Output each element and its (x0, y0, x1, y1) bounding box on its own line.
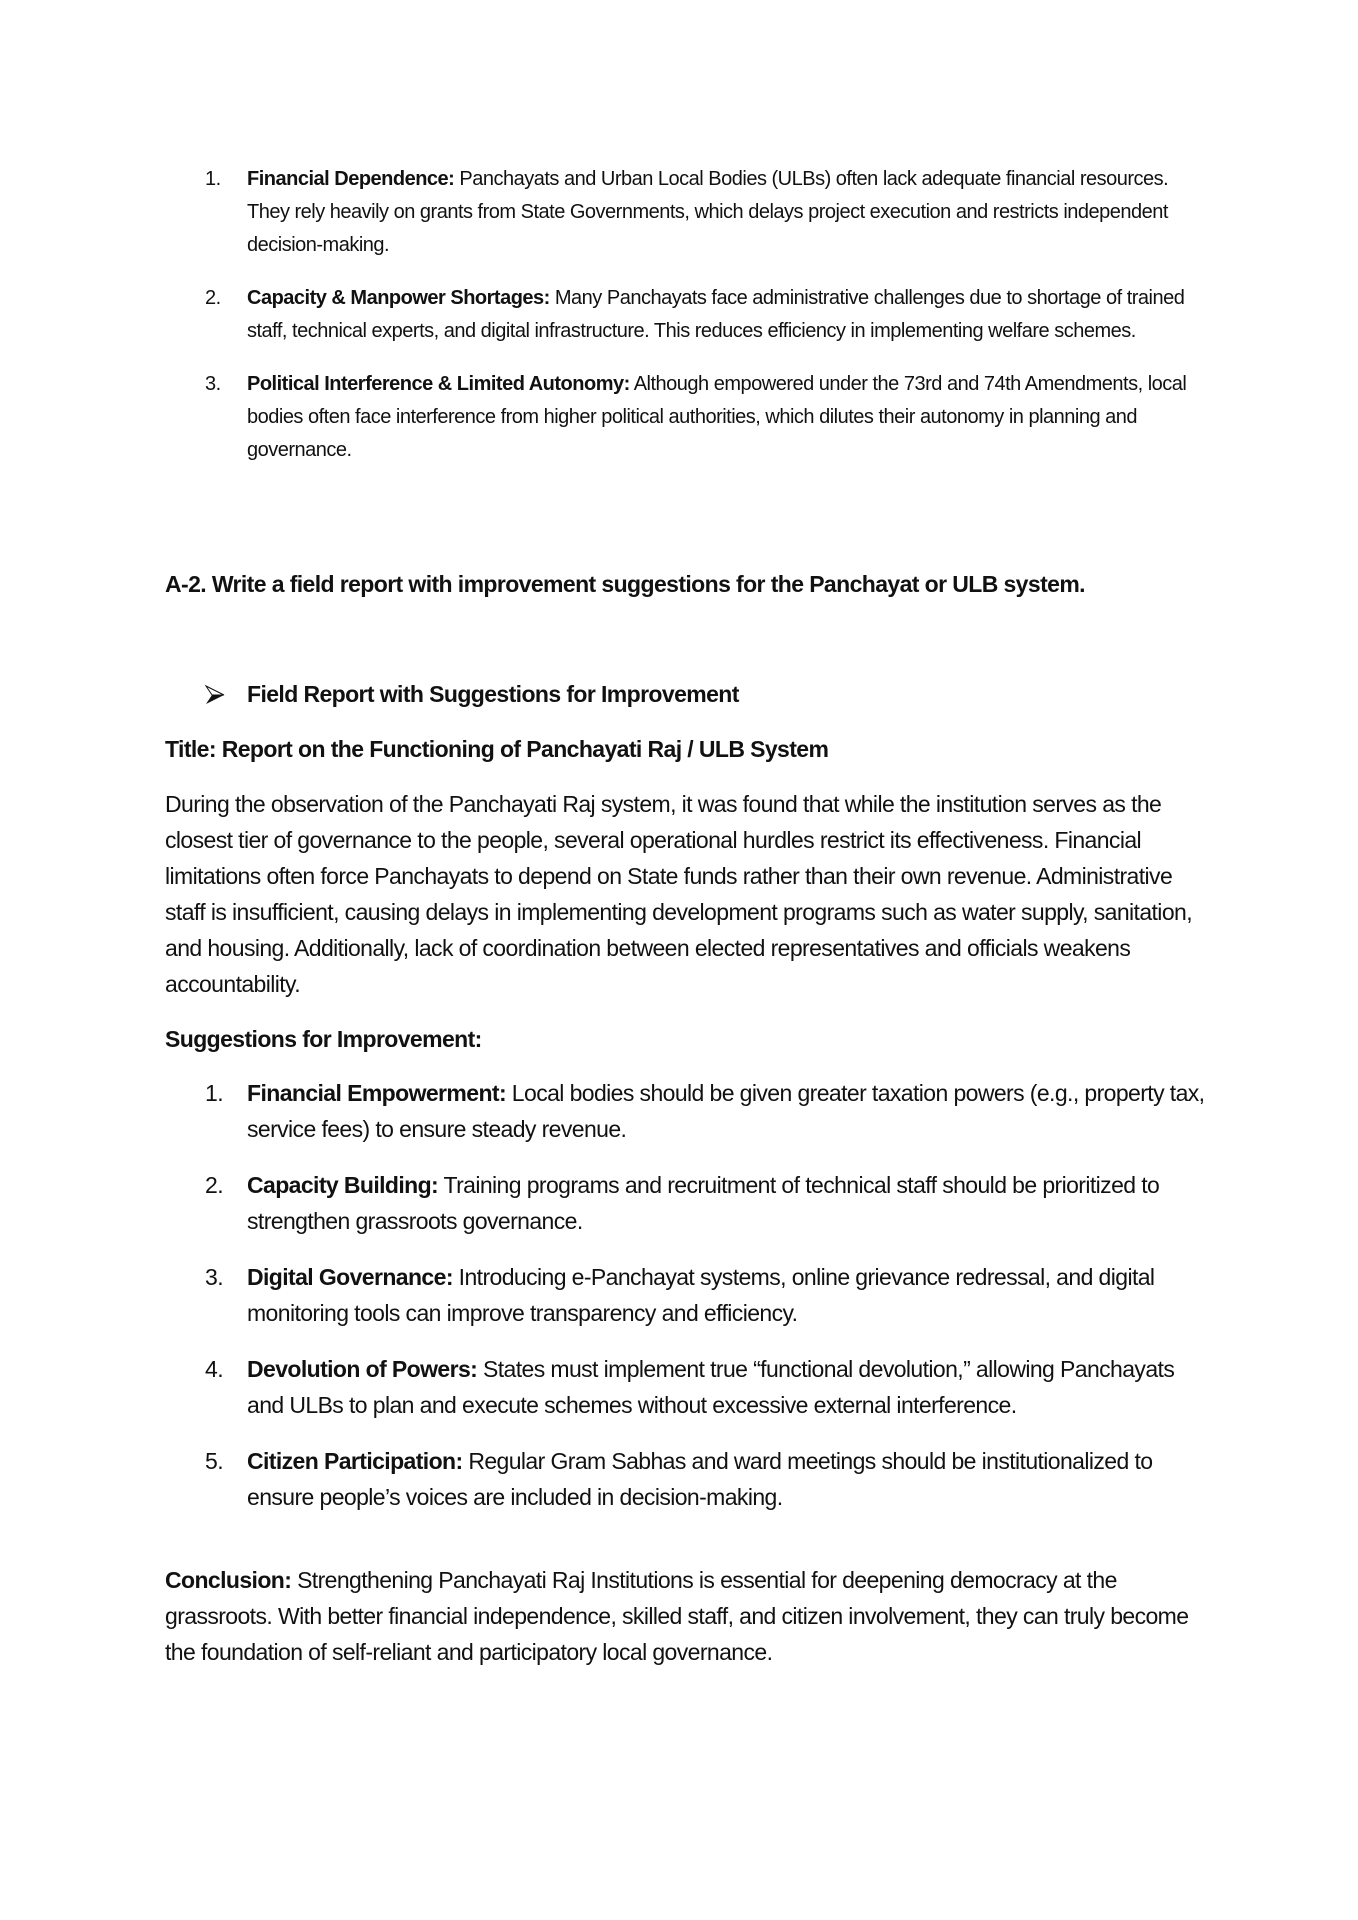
item-text: Training programs and recruitment of technical staff should be prioritized to strengthen grassroots governance. (247, 1172, 1160, 1234)
challenges-list (165, 163, 1205, 487)
item-label: Capacity Building: (247, 1172, 439, 1198)
item-label: Digital Governance: (247, 1264, 453, 1290)
list-item (165, 163, 1205, 262)
conclusion-paragraph (165, 1562, 1205, 1670)
item-text: Many Panchayats face administrative challenges due to shortage of trained staff, technical experts, and digital infrastructure. This reduces efficiency in implementing welfare schemes. (247, 287, 1185, 342)
item-label: Political Interference & Limited Autonomy: (247, 373, 630, 395)
item-label: Capacity & Manpower Shortages: (247, 287, 550, 309)
item-text: Panchayats and Urban Local Bodies (ULBs) often lack adequate financial resources. They rely heavily on grants from State Governments, which delays project execution and restricts independent decision-making. (247, 168, 1169, 256)
suggestions-heading: Suggestions for Improvement: (165, 1026, 482, 1052)
list-item (165, 1259, 1205, 1331)
list-number: 4. (205, 1356, 223, 1382)
item-label: Financial Empowerment: (247, 1080, 507, 1106)
arrowhead-bullet-icon (205, 676, 247, 712)
list-number: 2. (205, 1172, 223, 1198)
list-item (165, 282, 1205, 348)
list-item (165, 368, 1205, 467)
item-label: Financial Dependence: (247, 168, 455, 190)
list-item (165, 1351, 1205, 1423)
item-text: Regular Gram Sabhas and ward meetings should be institutionalized to ensure people’s voices are included in decision-making. (247, 1448, 1153, 1510)
list-item (165, 1443, 1205, 1515)
list-number: 2. (205, 287, 221, 309)
report-paragraph: During the observation of the Panchayati Raj system, it was found that while the institution serves as the closest tier of governance to the people, several operational hurdles restrict its effectiveness. Financial limitations often force Panchayats to depend on State funds rather than their own revenue. Administrative staff is insufficient, causing delays in implementing development programs such as water supply, sanitation, and housing. Additionally, lack of coordination between elected representatives and officials weakens accountability. (165, 791, 1192, 997)
item-text: Local bodies should be given greater taxation powers (e.g., property tax, service fees) to ensure steady revenue. (247, 1080, 1205, 1142)
list-number: 5. (205, 1448, 223, 1474)
suggestions-list (165, 1075, 1205, 1535)
list-number: 1. (205, 168, 221, 190)
section-heading-text: Field Report with Suggestions for Improvement (247, 681, 739, 707)
item-text: Although empowered under the 73rd and 74th Amendments, local bodies often face interference from higher political authorities, which dilutes their autonomy in planning and governance. (247, 373, 1187, 461)
item-text: States must implement true “functional devolution,” allowing Panchayats and ULBs to plan and execute schemes without excessive external interference. (247, 1356, 1175, 1418)
list-item (165, 1167, 1205, 1239)
conclusion-label: Conclusion: (165, 1567, 292, 1593)
question-heading: A-2. Write a field report with improvement suggestions for the Panchayat or ULB system. (165, 571, 1085, 597)
report-title: Title: Report on the Functioning of Panchayati Raj / ULB System (165, 736, 829, 762)
list-number: 3. (205, 373, 221, 395)
list-item (165, 1075, 1205, 1147)
list-number: 1. (205, 1080, 223, 1106)
item-text: Introducing e-Panchayat systems, online grievance redressal, and digital monitoring tools can improve transparency and efficiency. (247, 1264, 1155, 1326)
list-number: 3. (205, 1264, 223, 1290)
section-heading (205, 676, 739, 712)
item-label: Citizen Participation: (247, 1448, 463, 1474)
conclusion-text: Strengthening Panchayati Raj Institutions is essential for deepening democracy at the grassroots. With better financial independence, skilled staff, and citizen involvement, they can truly become the foundation of self-reliant and participatory local governance. (165, 1567, 1189, 1665)
item-label: Devolution of Powers: (247, 1356, 478, 1382)
